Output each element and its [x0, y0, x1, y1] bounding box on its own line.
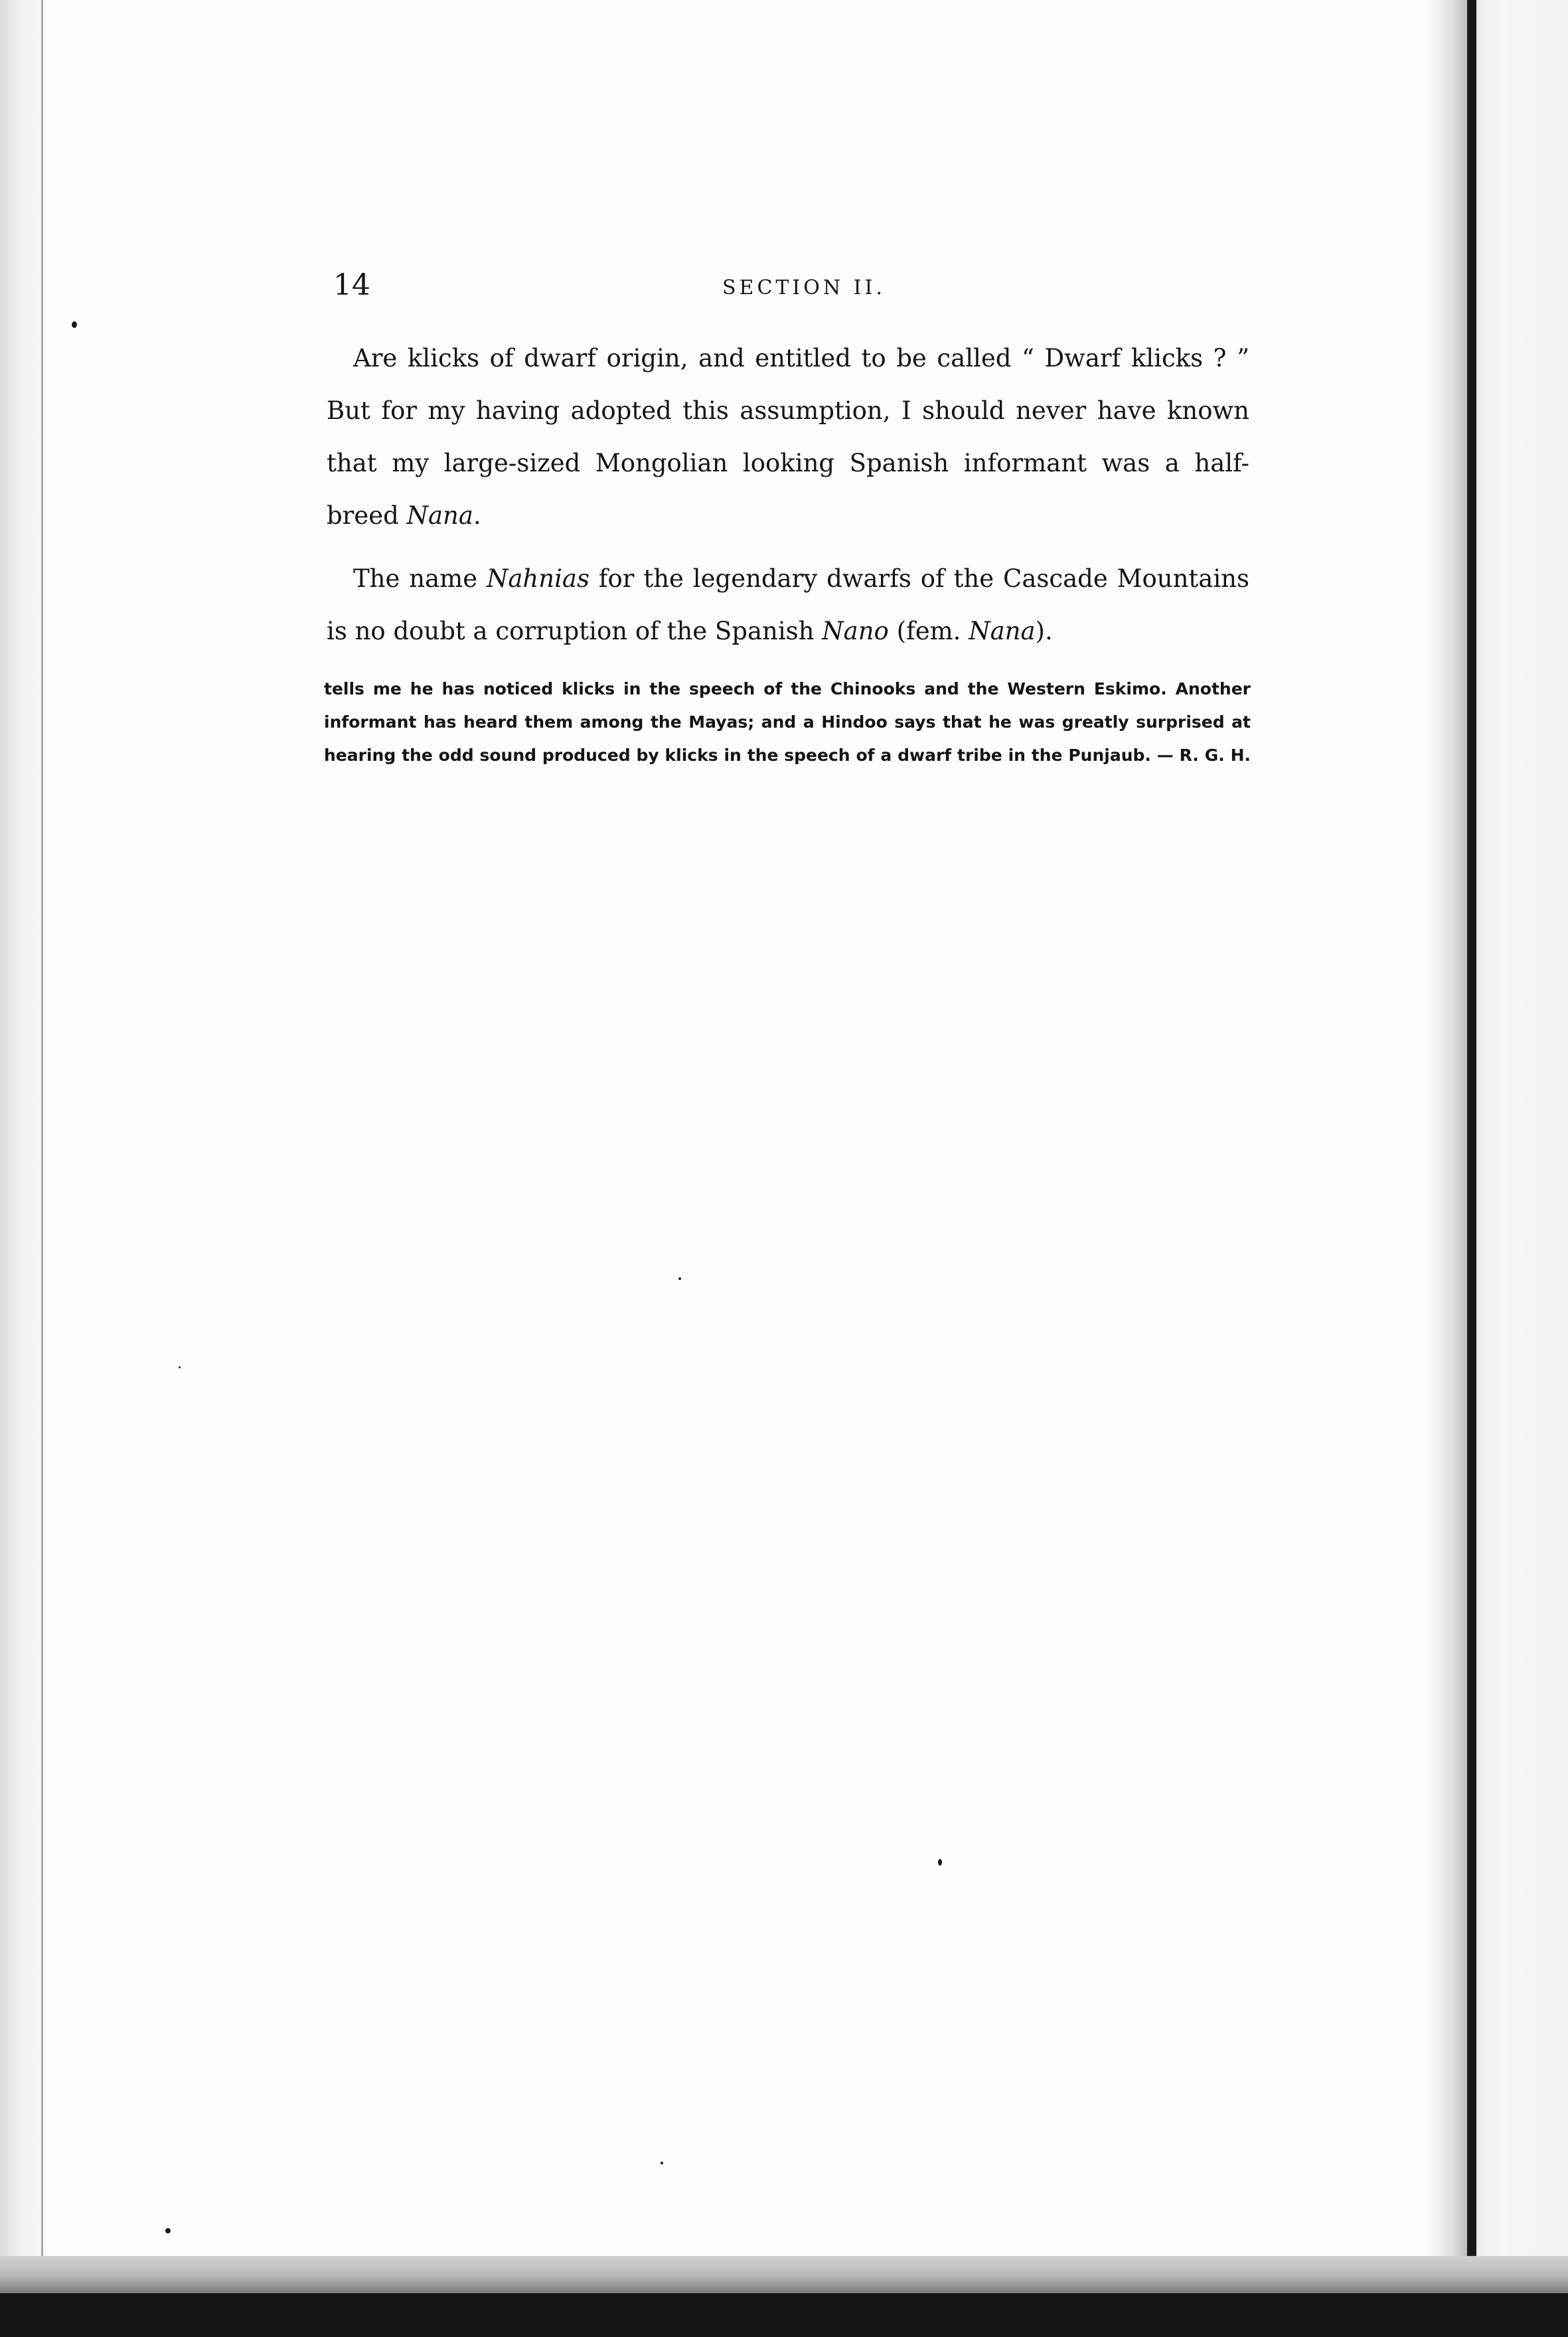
italic-term: Nahnias	[486, 564, 589, 593]
dust-speck	[72, 321, 77, 328]
section-heading: SECTION II.	[722, 276, 886, 299]
dust-speck	[938, 1859, 942, 1866]
footnote	[324, 673, 1251, 772]
scan-bottom-border	[0, 2293, 1568, 2337]
page-number: 14	[333, 268, 370, 302]
dust-speck	[179, 1366, 181, 1368]
footnote-line: tells me he has noticed klicks in the speech of the Chinooks and the Western Eskimo. Another	[324, 679, 1251, 698]
body-text	[327, 332, 1249, 657]
bottom-page-edge	[0, 2256, 1568, 2293]
paragraph-text: ).	[1035, 617, 1053, 645]
paragraph	[327, 552, 1249, 657]
left-page-edge	[0, 0, 46, 2337]
left-binding-line	[41, 0, 43, 2271]
paragraph-text: (fem.	[888, 617, 969, 645]
paragraph	[327, 332, 1249, 542]
italic-term: Nana	[406, 501, 473, 530]
footnote-line: informant has heard them among the Mayas; and a Hindoo says that he was greatly surprised at	[324, 712, 1251, 732]
paragraph-text: The name	[353, 564, 487, 593]
footnote-line: hearing the odd sound produced by klicks in the speech of a dwarf tribe in the Punjaub. — R. G. H.	[324, 746, 1251, 765]
paragraph-text: Are klicks of dwarf origin, and entitled to be called “ Dwarf klicks ? ” But for my having adopted this assumption, I should never have known that my large-sized Mongolian looking Spanish informant was a half-breed	[327, 344, 1249, 530]
running-head	[0, 266, 1568, 305]
italic-term: Nana	[969, 617, 1036, 645]
paragraph-text: .	[473, 501, 481, 530]
dust-speck	[165, 2228, 171, 2233]
paragraph-text: for the legendary dwarfs of the Cascade Mountains is no doubt a corruption of the Spanish	[327, 564, 1249, 645]
italic-term: Nano	[822, 617, 889, 645]
gutter-fold	[1467, 0, 1476, 2297]
dust-speck	[678, 1277, 681, 1280]
gutter-shadow	[1427, 0, 1467, 2257]
facing-page-edge	[1476, 0, 1568, 2284]
dust-speck	[661, 2162, 663, 2164]
